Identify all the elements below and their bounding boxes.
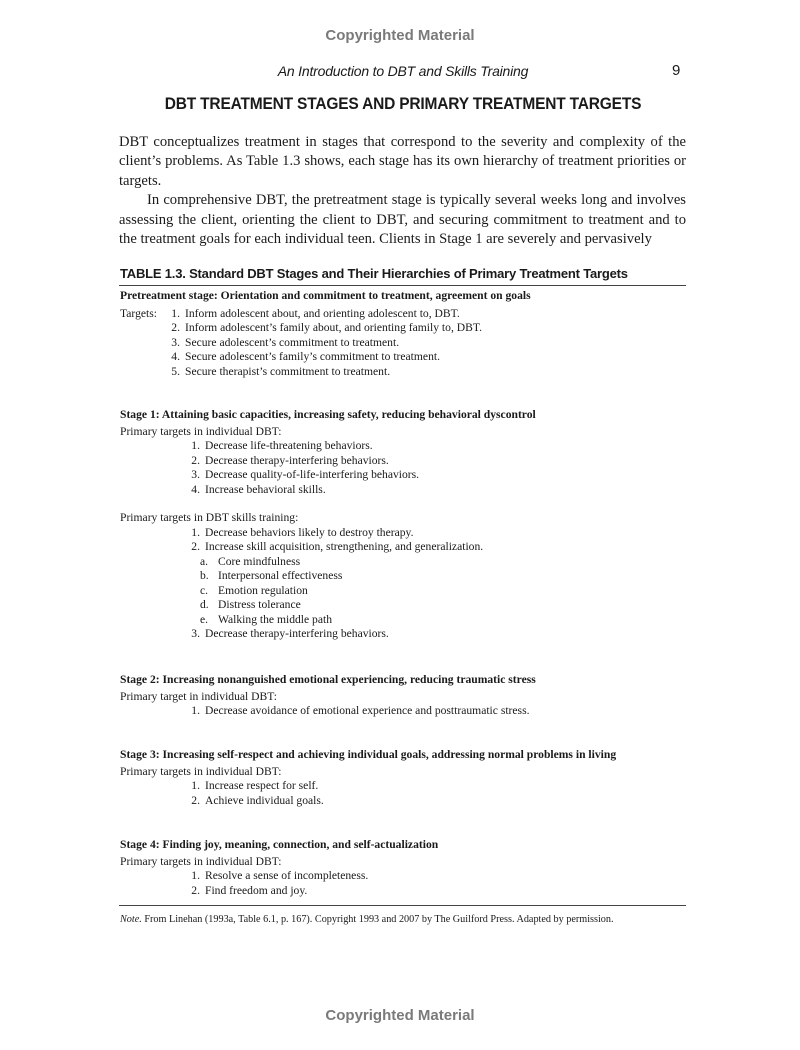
table-bottom-rule [119,905,686,906]
stage1-heading: Stage 1: Attaining basic capacities, increasing safety, reducing behavioral dyscontrol [120,408,536,421]
pretreatment-section [120,289,686,379]
sub-list-item: a. Core mindfulness [200,554,301,568]
table-top-rule [119,285,686,286]
targets-label: Targets: [120,306,157,320]
stage2-label: Primary target in individual DBT: [120,689,277,703]
list-item: 2. Find freedom and joy. [191,883,308,897]
paragraph-2: In comprehensive DBT, the pretreatment stage is typically several weeks long and involves assessing the client, orienting the client to DBT, and securing commitment to treatment and to the treatment goals for each individual teen. Clients in Stage 1 are severely and pervasively [119,192,686,248]
watermark-top: Copyrighted Material [325,27,475,44]
list-item: 2. Increase skill acquisition, strengthening, and generalization. [191,540,484,553]
pretreatment-heading: Pretreatment stage: Orientation and commitment to treatment, agreement on goals [120,289,531,302]
list-item: Targets: 1. Inform adolescent about, and orienting adolescent to, DBT. [120,306,460,320]
note-text: From Linehan (1993a, Table 6.1, p. 167). Copyright 1993 and 2007 by The Guilford Press. Adapted by permission. [141,914,614,925]
stage4-label: Primary targets in individual DBT: [120,854,282,868]
stage1-individual-label: Primary targets in individual DBT: [120,424,282,438]
table-note [120,914,686,925]
list-item: 4. Increase behavioral skills. [191,482,326,496]
note-label: Note. [120,914,142,925]
stage3-section [120,748,686,808]
stage4-heading: Stage 4: Finding joy, meaning, connection, and self-actualization [120,838,439,851]
stage2-section [120,673,686,719]
list-item: 5. Secure therapist’s commitment to treatment. [171,364,391,378]
list-item: 2. Decrease therapy-interfering behaviors. [191,453,389,467]
list-item: 3. Decrease therapy-interfering behaviors. [191,627,389,640]
sub-list-item: e. Walking the middle path [200,612,333,626]
table-caption: TABLE 1.3. Standard DBT Stages and Their Hierarchies of Primary Treatment Targets [120,266,628,281]
list-item: 1. Decrease life-threatening behaviors. [191,439,373,452]
section-title: DBT TREATMENT STAGES AND PRIMARY TREATMENT TARGETS [164,95,642,113]
list-item: 1. Decrease avoidance of emotional experience and posttraumatic stress. [191,704,530,717]
list-item: 1. Increase respect for self. [191,779,319,792]
list-item: 1. Resolve a sense of incompleteness. [191,869,369,882]
list-item: 3. Secure adolescent’s commitment to treatment. [171,335,400,349]
page-number: 9 [672,62,681,79]
list-item: 3. Decrease quality-of-life-interfering behaviors. [191,468,420,481]
stage1-section [120,408,686,642]
stage4-section [120,838,686,898]
sub-list-item: d. Distress tolerance [200,598,301,611]
sub-list-item: b. Interpersonal effectiveness [200,569,343,582]
paragraph-1: DBT conceptualizes treatment in stages that correspond to the severity and complexity of the client’s problems. As Table 1.3 shows, each stage has its own hierarchy of treatment priorities or targets. [119,134,686,189]
stage1-skills-label: Primary targets in DBT skills training: [120,511,299,524]
stage3-label: Primary targets in individual DBT: [120,764,282,778]
sub-list-item: c. Emotion regulation [200,583,308,597]
stage2-heading: Stage 2: Increasing nonanguished emotional experiencing, reducing traumatic stress [120,673,536,686]
list-item: 2. Inform adolescent’s family about, and orienting family to, DBT. [171,321,482,334]
list-item: 4. Secure adolescent’s family’s commitment to treatment. [171,350,440,363]
body-text [119,133,686,249]
running-head: An Introduction to DBT and Skills Training [277,63,529,79]
watermark-bottom: Copyrighted Material [325,1007,475,1024]
list-item: 1. Decrease behaviors likely to destroy therapy. [191,525,414,539]
stage3-heading: Stage 3: Increasing self-respect and achieving individual goals, addressing normal problems in living [120,748,617,761]
list-item: 2. Achieve individual goals. [191,793,324,807]
